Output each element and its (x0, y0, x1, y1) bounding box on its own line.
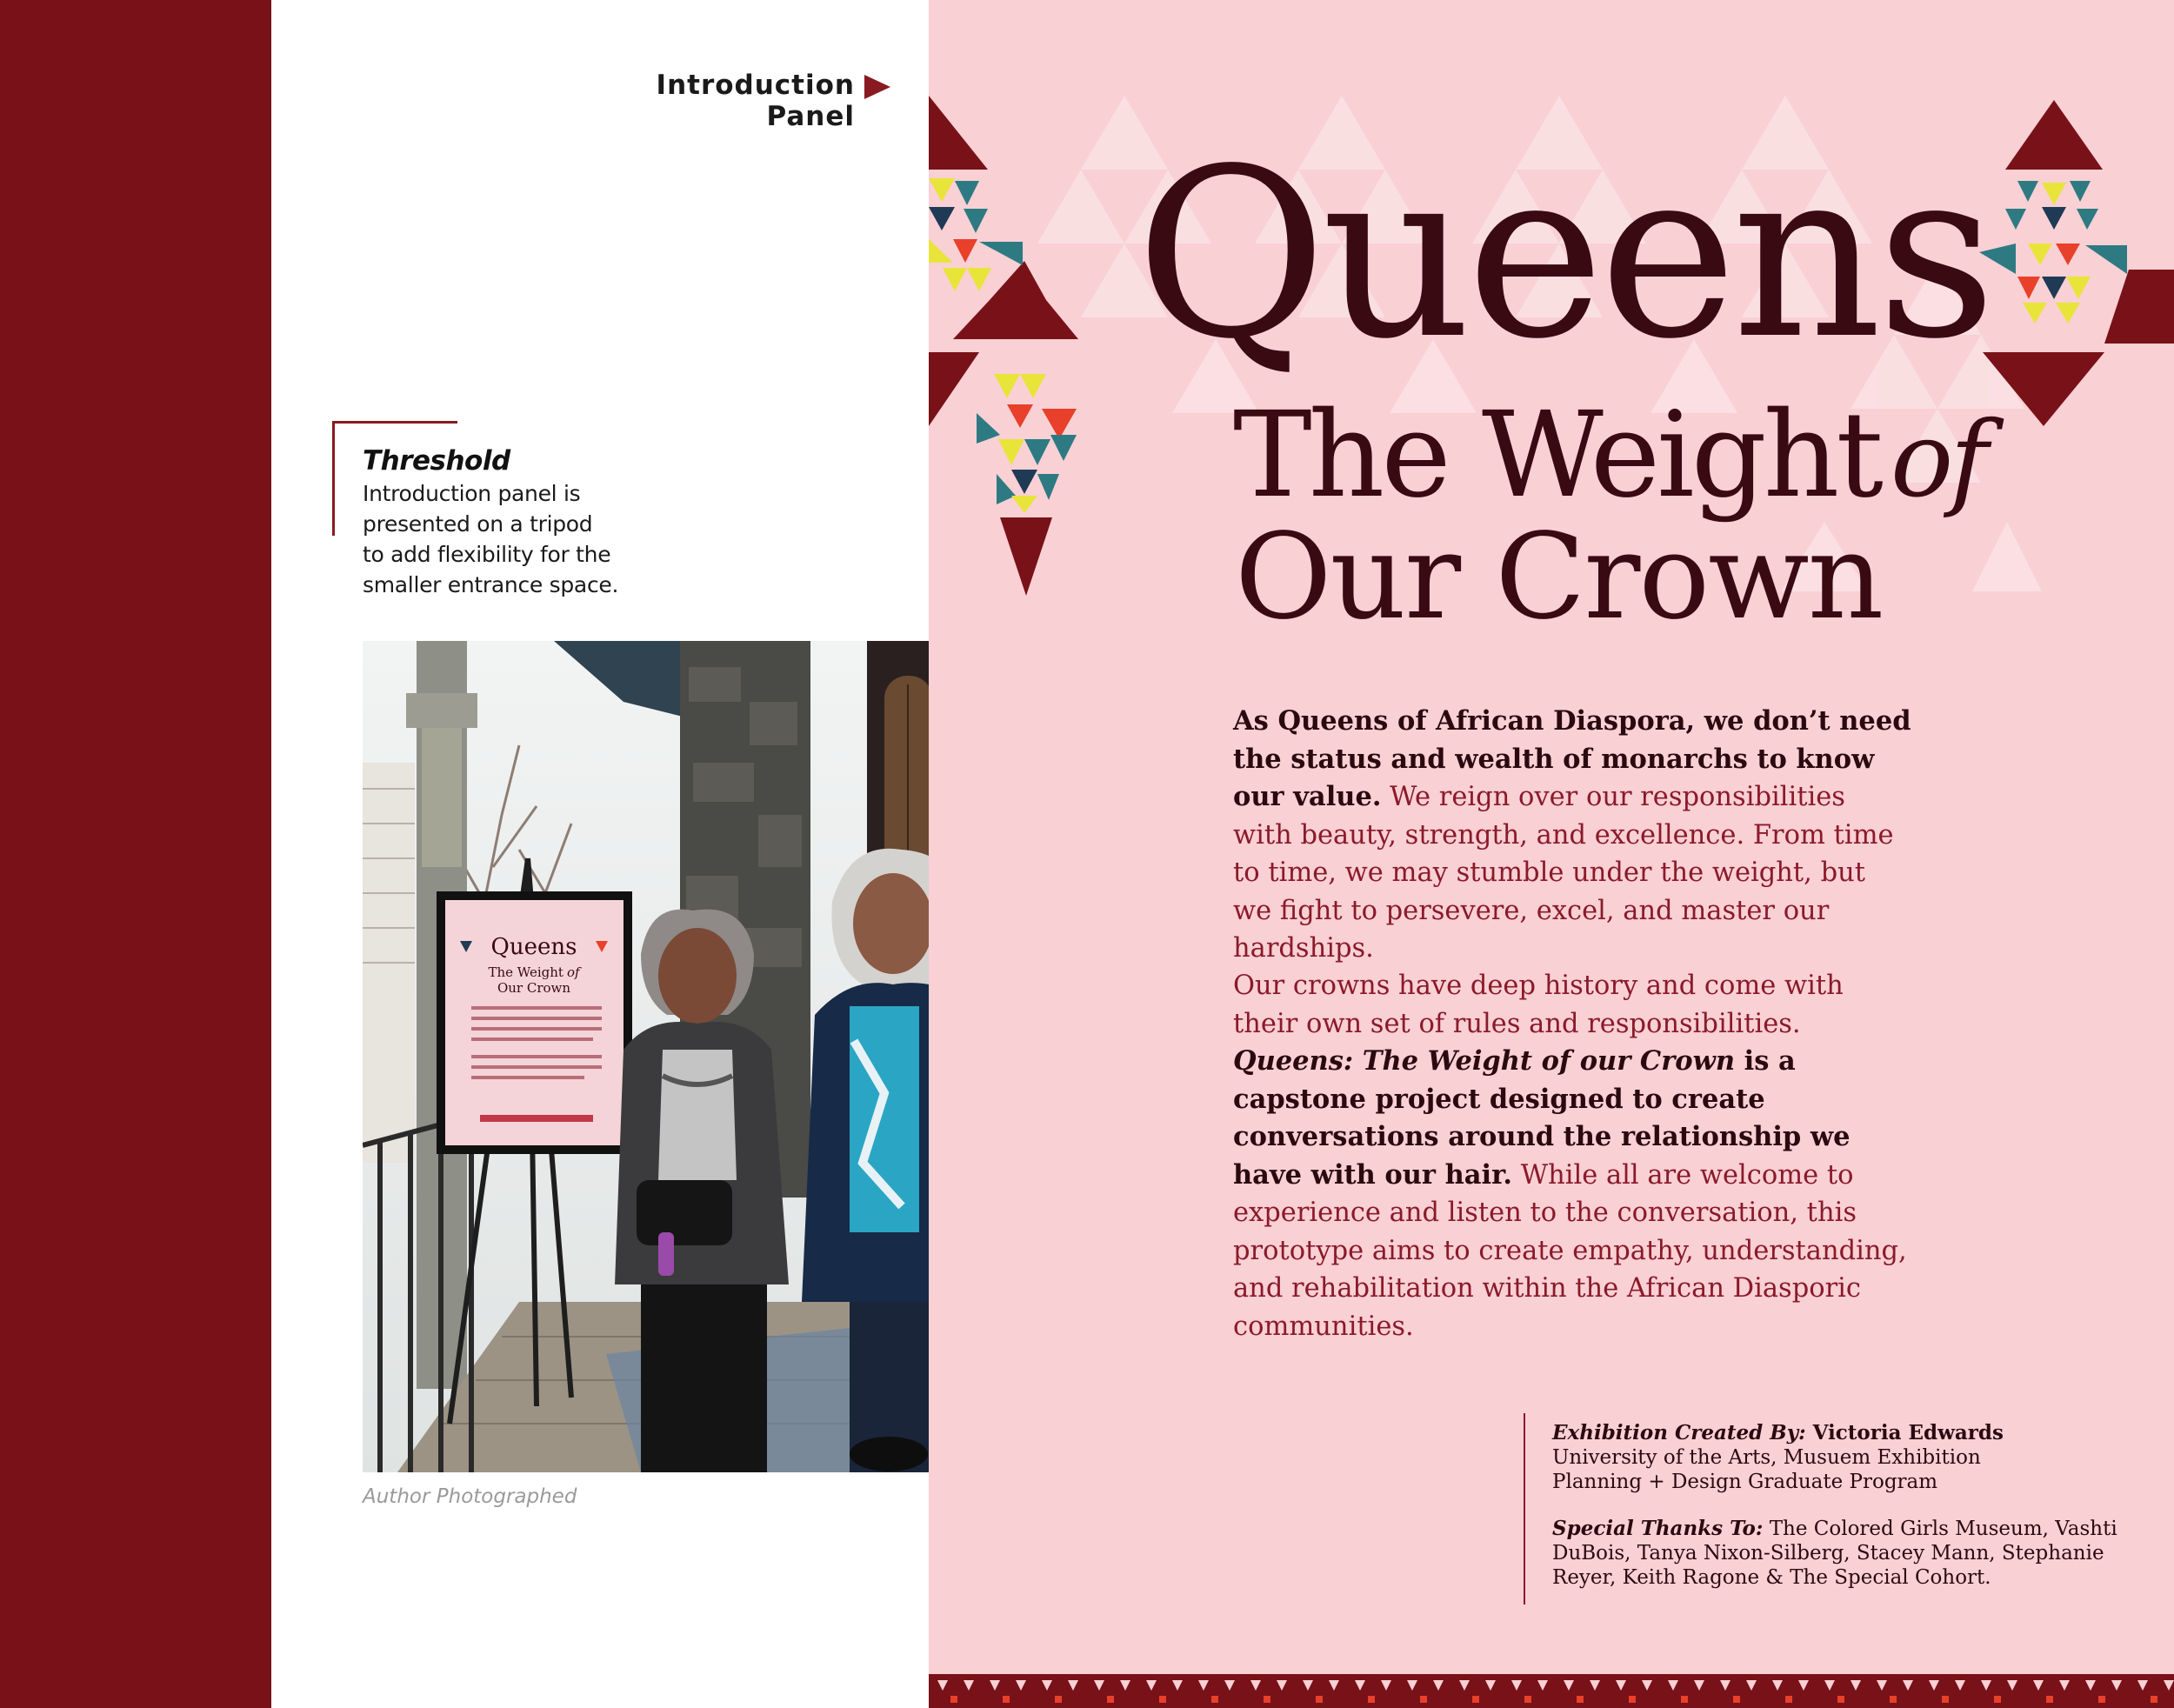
p2-bold: is a capstone project designed to create conversations around the relationship we have with our hair. (1233, 1045, 1851, 1191)
credits-thanks (1552, 1517, 2161, 1590)
svg-text:The Weightof (1233, 387, 2004, 524)
p2-italic-title: Queens: The Weight of our Crown (1233, 1045, 1736, 1077)
note-line: smaller entrance space. (363, 572, 619, 597)
play-arrow-icon (864, 75, 890, 99)
intro-paragraph-2 (1233, 967, 1911, 1345)
thanks-label: Special Thanks To: (1552, 1517, 1764, 1540)
title-of: of (1891, 400, 1985, 521)
svg-text:The Weightof (488, 964, 582, 980)
photo-caption: Author Photographed (363, 1485, 577, 1508)
p2-regular-b: While all are welcome to experience and listen to the conversation, this prototype aims to create empathy, understanding, and rehabilitation within the African Diasporic communities. (1233, 1159, 1907, 1342)
created-line: Planning + Design Graduate Program (1552, 1471, 1938, 1493)
section-label-line2: Panel (766, 101, 855, 132)
note-body (363, 478, 641, 600)
title-main: Queens (1136, 119, 1991, 390)
title-line3: Our Crown (1235, 509, 1883, 646)
exhibition-title (929, 0, 2174, 661)
easel-poster-subtitle-of: of (566, 964, 580, 980)
note-title: Threshold (363, 445, 510, 477)
created-name: Victoria Edwards (1805, 1421, 2004, 1444)
easel-poster-subtitle-1: The Weight (488, 964, 564, 980)
note-line: to add flexibility for the (363, 542, 611, 567)
credits-created (1552, 1421, 2161, 1494)
title-line2: The Weight (1233, 387, 1880, 524)
left-sidebar (0, 0, 271, 1708)
p1-regular: We reign over our responsibilities with beauty, strength, and excellence. From time to time, we may stumble under the weight, but we fight to persevere, excel, and master our hardships. (1233, 782, 1894, 964)
created-label: Exhibition Created By: (1552, 1421, 1806, 1444)
section-label-line1: Introduction (656, 70, 855, 101)
p2-regular-a: Our crowns have deep history and come with their own set of rules and responsibilities. (1233, 971, 1844, 1039)
section-label (657, 70, 855, 132)
thanks-text: The Colored Girls Museum, Vashti DuBois, Tanya Nixon-Silberg, Stacey Mann, Stephanie Reyer, Keith Ragone & The Special Cohort. (1552, 1518, 2117, 1589)
note-line: presented on a tripod (363, 511, 593, 537)
p1-bold: As Queens of African Diaspora, we don’t need the status and wealth of monarchs to know our value. (1233, 705, 1911, 812)
easel-poster-title: Queens (490, 934, 577, 960)
easel-poster-subtitle-2: Our Crown (497, 980, 571, 996)
intro-paragraph-1 (1233, 703, 1911, 968)
credits-rule (1524, 1413, 1525, 1605)
note-line: Introduction panel is (363, 481, 581, 506)
created-line: University of the Arts, Musuem Exhibition (1552, 1446, 1981, 1469)
